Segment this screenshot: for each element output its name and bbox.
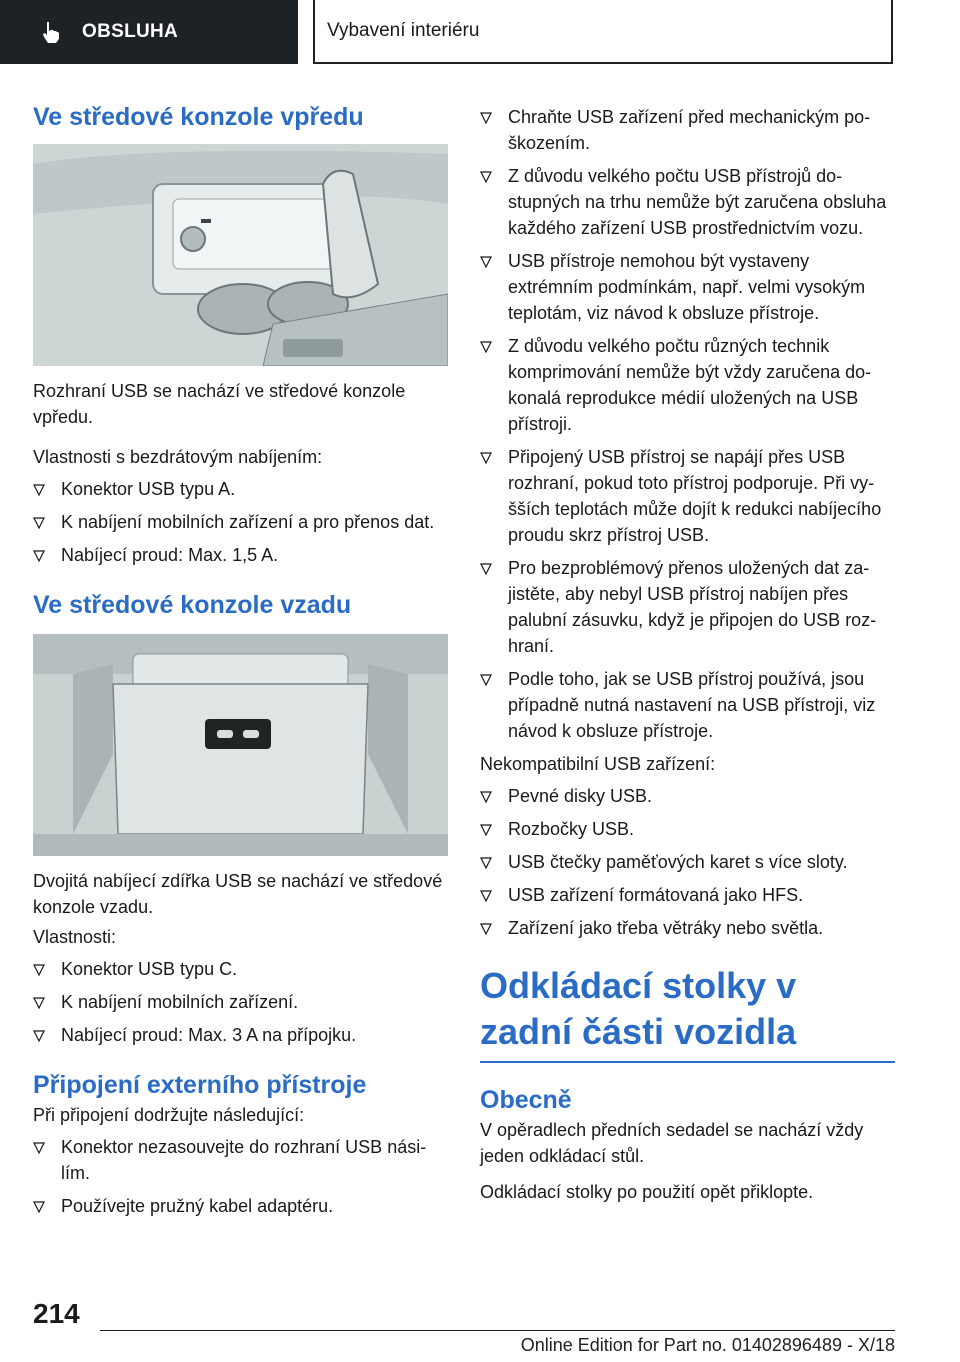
list-item: Pro bezproblémový přenos uložených dat zajistěte, aby nebyl USB přístroj nabíjen přes palubní zásuvku, když je připojen do USB rozhraní. bbox=[480, 555, 895, 659]
header-chapter-title: Vybavení interiéru bbox=[327, 20, 480, 41]
list-item: Rozbočky USB. bbox=[480, 816, 895, 842]
front-console-illustration bbox=[33, 144, 448, 366]
list-item: Nabíjecí proud: Max. 1,5 A. bbox=[33, 542, 448, 568]
triangle-bullet-icon bbox=[33, 517, 45, 529]
heading-rear-console: Ve středové konzole vzadu bbox=[33, 591, 352, 619]
list-item: K nabíjení mobilních zařízení a pro přenos dat. bbox=[33, 509, 448, 535]
list-item: USB čtečky paměťových karet s více sloty. bbox=[480, 849, 895, 875]
list-item: K nabíjení mobilních zařízení. bbox=[33, 989, 448, 1015]
footer-divider bbox=[100, 1330, 895, 1331]
list-item: USB přístroje nemohou být vystaveny extrémním podmínkám, např. velmi vysokým teplotám, viz návod k obsluze přístroje. bbox=[480, 248, 895, 326]
right-column bbox=[480, 100, 895, 1205]
heading-general: Obecně bbox=[480, 1086, 572, 1114]
triangle-bullet-icon bbox=[480, 674, 492, 686]
triangle-bullet-icon bbox=[33, 997, 45, 1009]
heading-connect-device: Připojení externího přístroje bbox=[33, 1071, 367, 1099]
list-item: Připojený USB přístroj se napájí přes USB rozhraní, pokud toto přístroj podporuje. Při vyšších teplotách může dojít k redukci nabíjecího proudu skrz přístroj USB. bbox=[480, 444, 895, 548]
list-item: Konektor USB typu C. bbox=[33, 956, 448, 982]
triangle-bullet-icon bbox=[480, 791, 492, 803]
triangle-bullet-icon bbox=[33, 550, 45, 562]
rear-console-illustration bbox=[33, 634, 448, 856]
front-props-intro: Vlastnosti s bezdrátovým nabíjením: bbox=[33, 447, 323, 467]
triangle-bullet-icon bbox=[33, 484, 45, 496]
list-item: Chraňte USB zařízení před mechanickým poškozením. bbox=[480, 104, 895, 156]
triangle-bullet-icon bbox=[480, 890, 492, 902]
list-item: Konektor USB typu A. bbox=[33, 476, 448, 502]
header-chapter-box bbox=[313, 0, 893, 64]
incompat-list bbox=[480, 783, 895, 941]
hand-icon bbox=[38, 19, 64, 45]
connect-intro: Při připojení dodržujte následující: bbox=[33, 1105, 305, 1125]
footer-edition: Online Edition for Part no. 01402896489 - X/18 bbox=[520, 1335, 895, 1355]
list-item: Konektor nezasouvejte do rozhraní USB násilím. bbox=[33, 1134, 448, 1186]
general-paragraph-2: Odkládací stolky po použití opět přiklopte. bbox=[480, 1182, 814, 1202]
rear-caption: Dvojitá nabíjecí zdířka USB se nachází ve středové konzole vzadu. bbox=[33, 871, 443, 917]
triangle-bullet-icon bbox=[33, 1201, 45, 1213]
front-caption: Rozhraní USB se nachází ve středové konzole vpředu. bbox=[33, 381, 406, 427]
incompat-intro: Nekompatibilní USB zařízení: bbox=[480, 754, 716, 774]
list-item: Nabíjecí proud: Max. 3 A na přípojku. bbox=[33, 1022, 448, 1048]
front-props-list bbox=[33, 476, 448, 568]
rear-props-intro: Vlastnosti: bbox=[33, 927, 117, 947]
heading-front-console: Ve středové konzole vpředu bbox=[33, 103, 364, 131]
triangle-bullet-icon bbox=[480, 341, 492, 353]
general-paragraph-1: V opěradlech předních sedadel se nachází vždy jeden odkládací stůl. bbox=[480, 1120, 864, 1166]
triangle-bullet-icon bbox=[480, 256, 492, 268]
list-item: Z důvodu velkého počtu USB přístrojů dostupných na trhu nemůže být zaručena obsluha každého zařízení USB prostřednictvím vozu. bbox=[480, 163, 895, 241]
list-item: Podle toho, jak se USB přístroj používá, jsou případně nutná nastavení na USB přístroji, viz návod k obsluze přístroje. bbox=[480, 666, 895, 744]
header-section-tab bbox=[0, 0, 298, 64]
triangle-bullet-icon bbox=[480, 857, 492, 869]
list-item: Používejte pružný kabel adaptéru. bbox=[33, 1193, 448, 1219]
heading-rear-trays: Odkládací stolky v zadní části vozidla bbox=[480, 963, 895, 1063]
triangle-bullet-icon bbox=[480, 923, 492, 935]
header-section-title: OBSLUHA bbox=[82, 21, 179, 42]
triangle-bullet-icon bbox=[33, 1142, 45, 1154]
list-item: Zařízení jako třeba větráky nebo světla. bbox=[480, 915, 895, 941]
triangle-bullet-icon bbox=[33, 1030, 45, 1042]
triangle-bullet-icon bbox=[480, 824, 492, 836]
list-item: USB zařízení formátovaná jako HFS. bbox=[480, 882, 895, 908]
front-console-photo bbox=[33, 144, 448, 366]
list-item: Pevné disky USB. bbox=[480, 783, 895, 809]
triangle-bullet-icon bbox=[480, 112, 492, 124]
rear-props-list bbox=[33, 956, 448, 1048]
rear-console-photo bbox=[33, 634, 448, 856]
usb-notes-list bbox=[480, 104, 895, 744]
page-number: 214 bbox=[33, 1298, 80, 1329]
triangle-bullet-icon bbox=[33, 964, 45, 976]
connect-list bbox=[33, 1134, 448, 1219]
list-item: Z důvodu velkého počtu různých technik komprimování nemůže být vždy zaručena dokonalá reprodukce médií uložených na USB přístroji. bbox=[480, 333, 895, 437]
left-column bbox=[33, 100, 448, 1226]
triangle-bullet-icon bbox=[480, 563, 492, 575]
triangle-bullet-icon bbox=[480, 452, 492, 464]
triangle-bullet-icon bbox=[480, 171, 492, 183]
